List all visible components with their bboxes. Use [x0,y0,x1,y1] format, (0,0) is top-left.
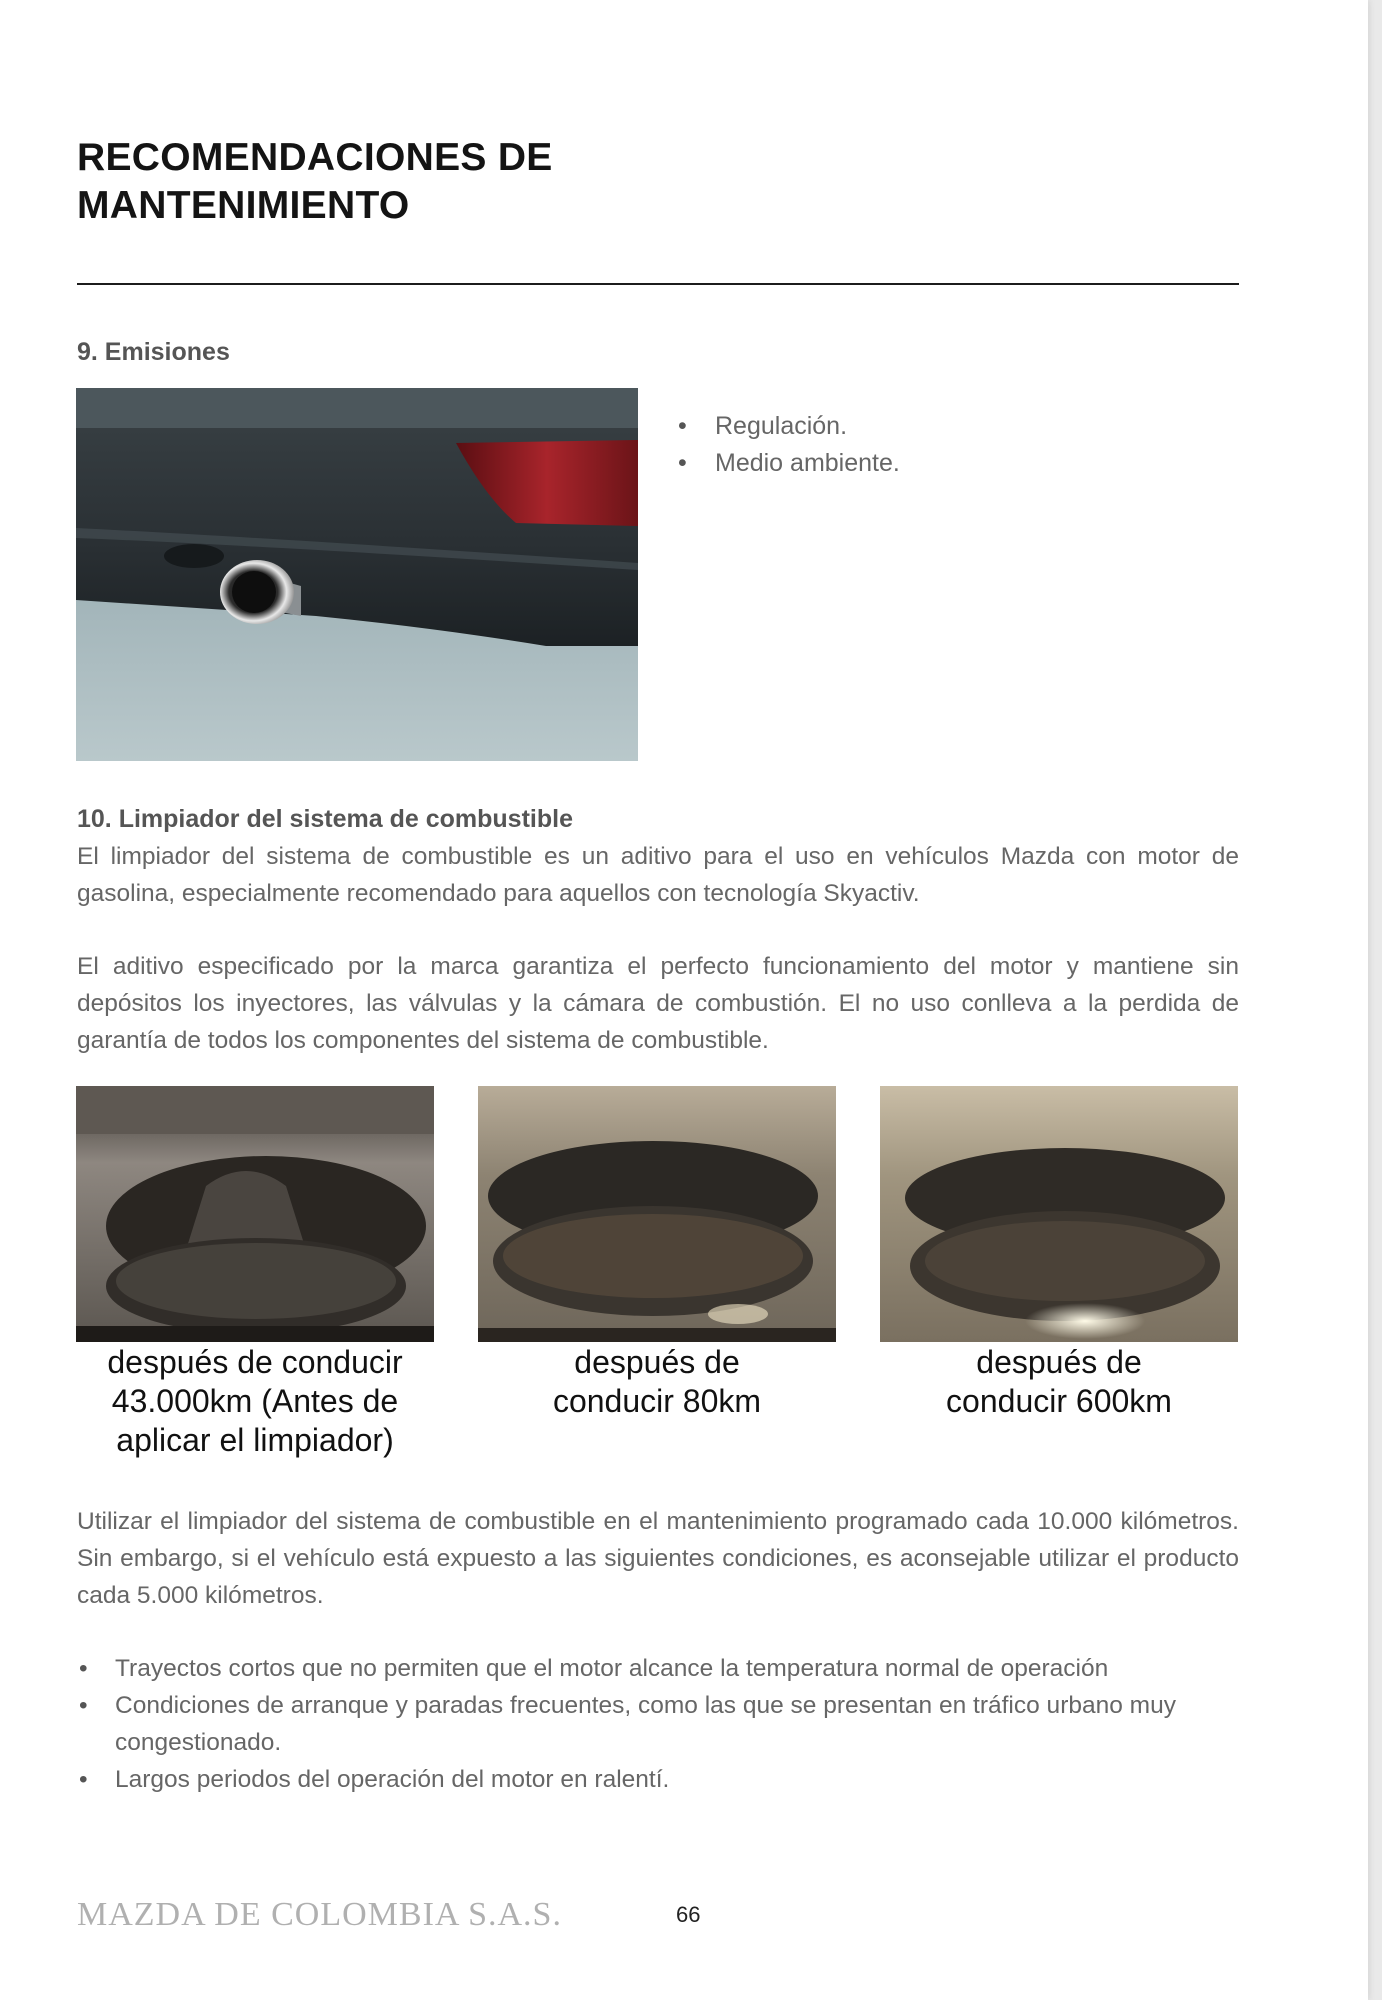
page-title-line-2: MANTENIMIENTO [77,184,410,227]
valve-caption-43000km: después de conducir 43.000km (Antes de aplicar el limpiador) [107,1344,403,1458]
page-title-line-1: RECOMENDACIONES DE [77,136,553,179]
usage-interval-paragraph: Utilizar el limpiador del sistema de combustible en el mantenimiento programado cada 10.000 kilómetros. Sin embargo, si el vehículo está expuesto a las siguientes condiciones, es aconsejable utilizar el producto cada 5.000 kilómetros. [77,1508,1239,1609]
additive-paragraph: El aditivo especificado por la marca garantiza el perfecto funcionamiento del motor y mantiene sin depósitos los inyectores, las válvulas y la cámara de combustión. El no uso conlleva a la perdida de garantía de todos los componentes del sistema de combustible. [77,953,1239,1054]
exhaust-photo [76,388,638,761]
list-item: • Regulación. [678,408,900,445]
valve-illustration [880,1086,1238,1342]
fuel-cleaner-description: El limpiador del sistema de combustible es un aditivo para el uso en vehículos Mazda con motor de gasolina, especialmente recomendado para aquellos con tecnología Skyactiv. [77,843,1239,907]
page-number: 66 [676,1902,701,1927]
section-9-heading: 9. Emisiones [77,338,230,366]
valve-photo-43000km [76,1086,434,1342]
valve-caption-80km: después de conducir 80km [552,1344,762,1419]
emissions-list [678,408,900,482]
valve-caption-600km: después de conducir 600km [946,1344,1172,1419]
footer-company-name: MAZDA DE COLOMBIA S.A.S. [77,1896,562,1933]
list-item: • Condiciones de arranque y paradas frecuentes, como las que se presentan en tráfico urbano muy congestionado. [77,1687,1239,1761]
page-title [77,134,553,230]
list-item: • Largos periodos del operación del motor en ralentí. [77,1761,1239,1798]
title-divider [77,283,1239,285]
valve-illustration [76,1086,434,1342]
list-item: • Medio ambiente. [678,445,900,482]
valve-illustration [478,1086,836,1342]
valve-photo-600km [880,1086,1238,1342]
conditions-list [77,1650,1239,1798]
list-item: • Trayectos cortos que no permiten que el motor alcance la temperatura normal de operación [77,1650,1239,1687]
exhaust-illustration [76,388,638,761]
valve-photo-80km [478,1086,836,1342]
section-10-heading: 10. Limpiador del sistema de combustible [77,805,573,833]
